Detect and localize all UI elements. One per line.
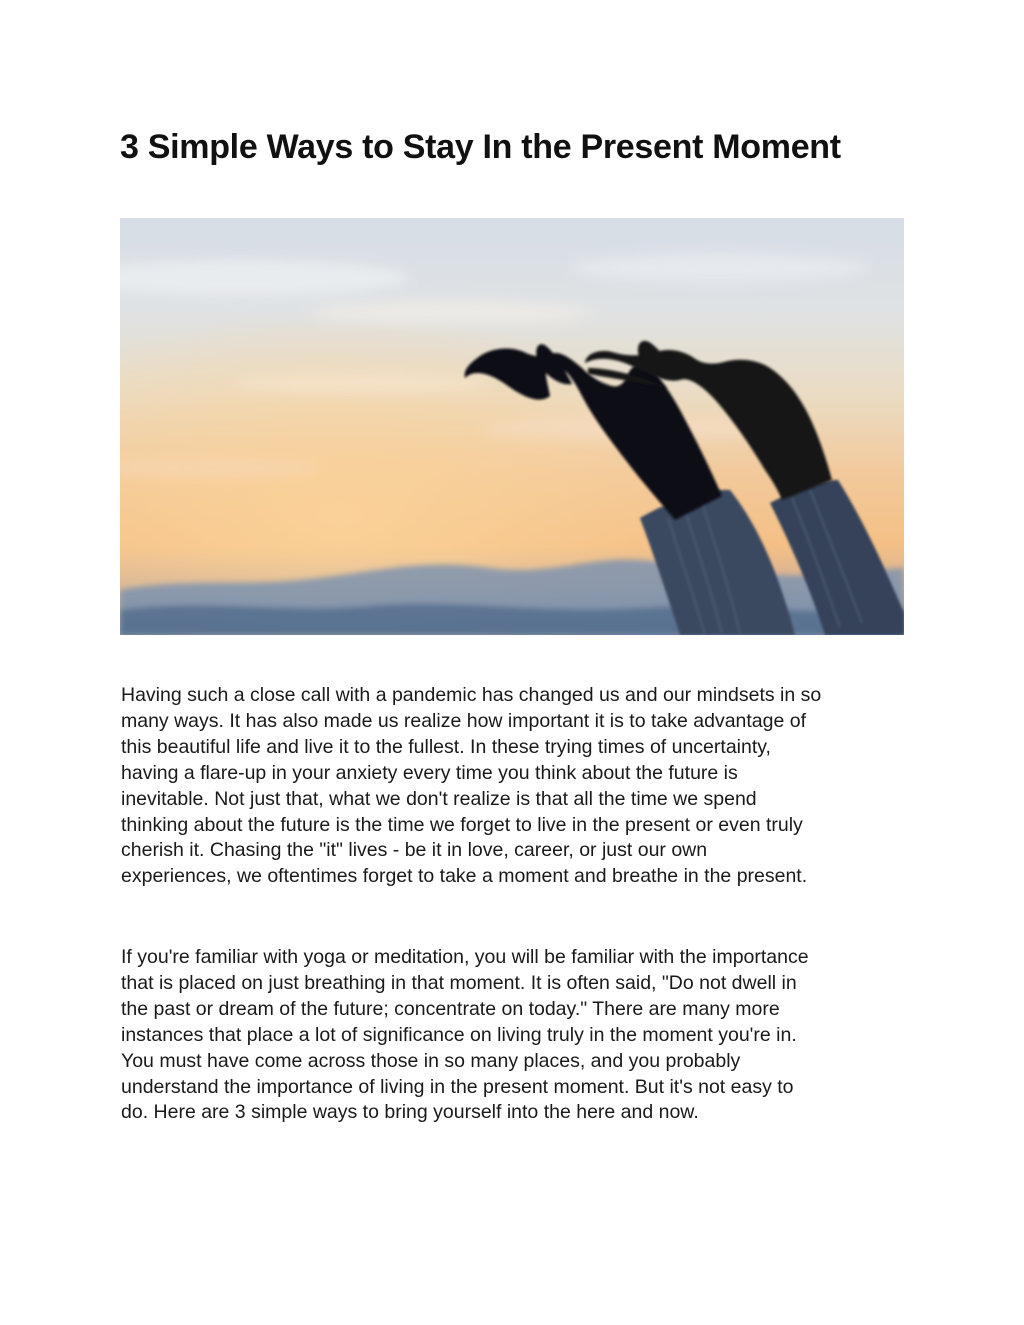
- paragraph-line: Having such a close call with a pandemic has changed us and our mindsets in so: [121, 684, 822, 706]
- page-title: 3 Simple Ways to Stay In the Present Moment: [120, 128, 841, 166]
- hero-image: [120, 218, 904, 635]
- paragraph-line: the past or dream of the future; concentrate on today." There are many more: [121, 997, 780, 1020]
- paragraph-line: do. Here are 3 simple ways to bring yourself into the here and now.: [121, 1101, 699, 1124]
- paragraph-line: inevitable. Not just that, what we don't realize is that all the time we spend: [121, 787, 757, 810]
- intro-paragraph: [121, 683, 911, 890]
- paragraph-line: understand the importance of living in the present moment. But it's not easy to: [121, 1075, 794, 1098]
- paragraph-line: that is placed on just breathing in that moment. It is often said, "Do not dwell in: [121, 971, 797, 994]
- paragraph-line: many ways. It has also made us realize how important it is to take advantage of: [121, 709, 807, 732]
- paragraph-line: You must have come across those in so many places, and you probably: [121, 1049, 741, 1072]
- paragraph-line: experiences, we oftentimes forget to take a moment and breathe in the present.: [121, 865, 808, 888]
- yoga-paragraph: [121, 945, 911, 1126]
- paragraph-line: having a flare-up in your anxiety every time you think about the future is: [121, 761, 738, 784]
- paragraph-line: If you're familiar with yoga or meditation, you will be familiar with the importance: [121, 946, 809, 968]
- paragraph-line: instances that place a lot of significance on living truly in the moment you're in.: [121, 1023, 797, 1046]
- paragraph-line: this beautiful life and live it to the fullest. In these trying times of uncertainty,: [121, 735, 771, 758]
- hands-sunset-photo: [120, 218, 904, 635]
- paragraph-line: cherish it. Chasing the "it" lives - be it in love, career, or just our own: [121, 839, 708, 862]
- paragraph-line: thinking about the future is the time we forget to live in the present or even truly: [121, 813, 803, 836]
